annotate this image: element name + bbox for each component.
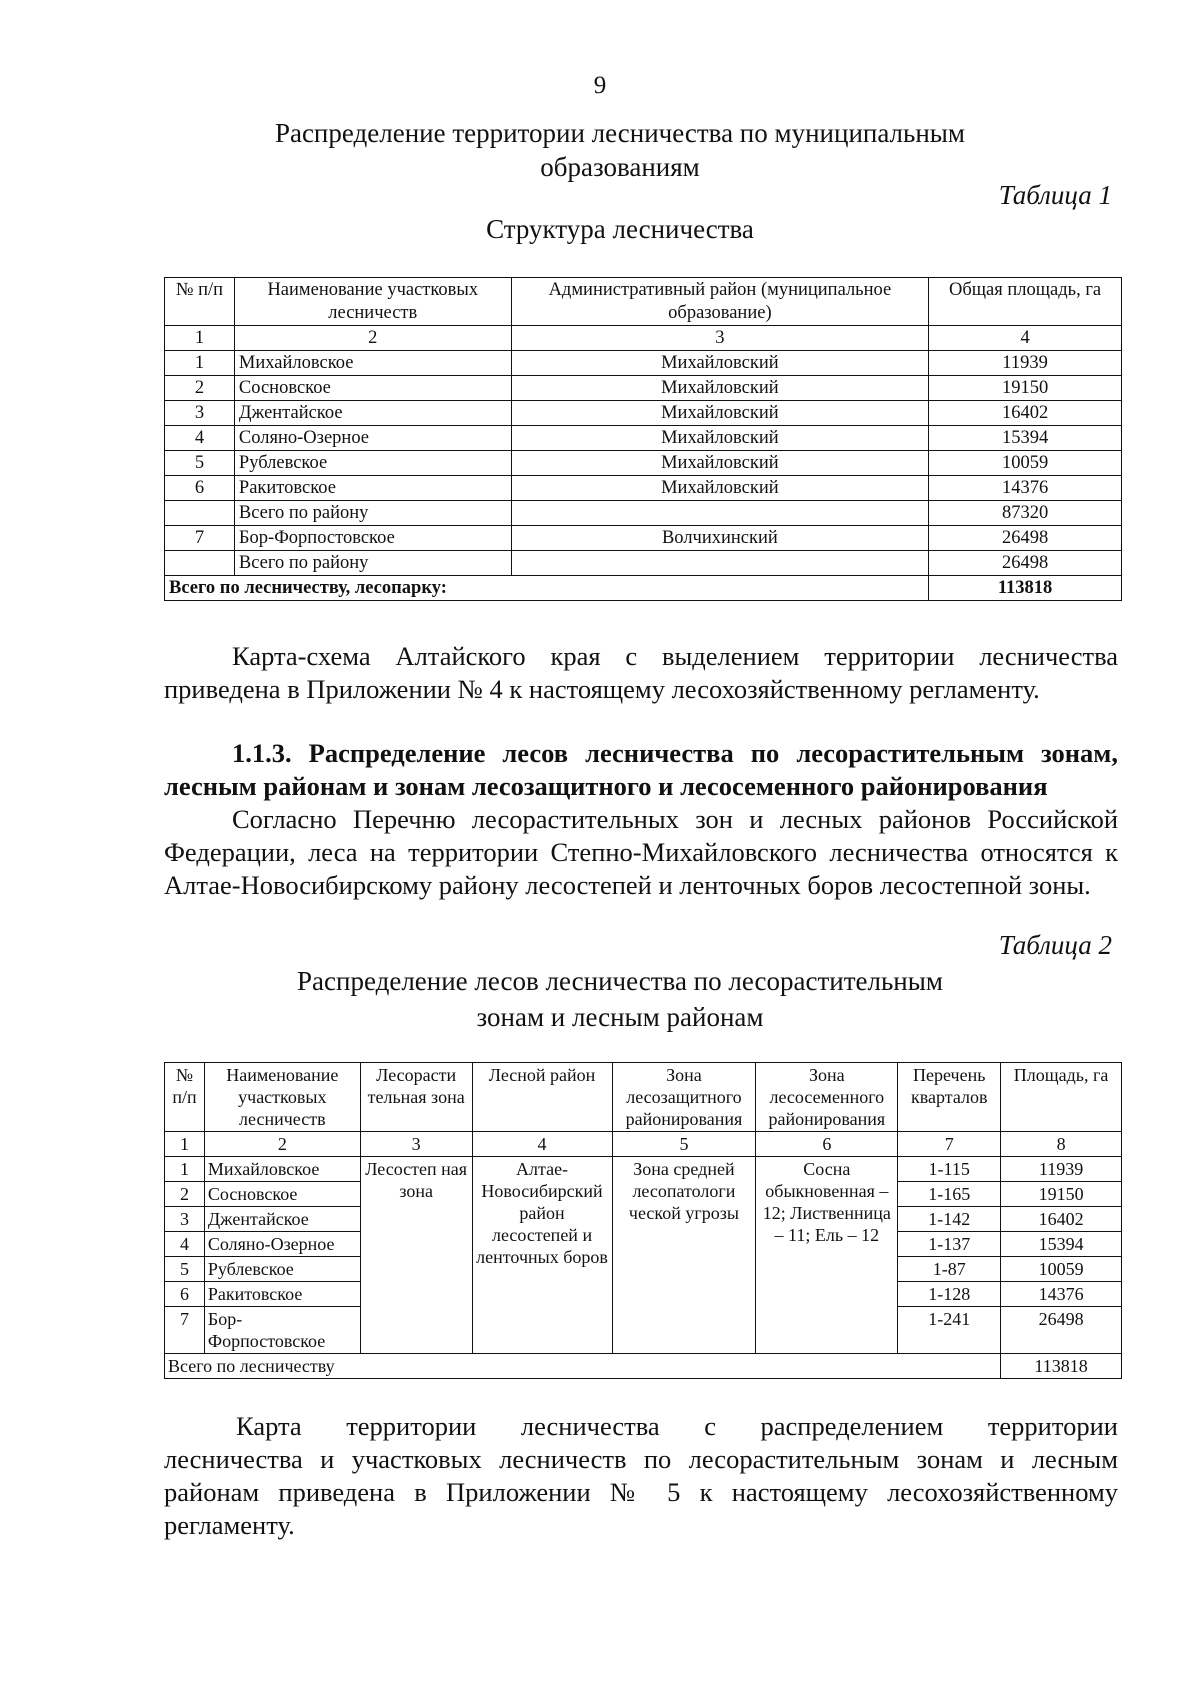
total-value: 113818 — [929, 576, 1122, 601]
word: территории — [346, 1411, 477, 1441]
table1-header-number: 1 — [165, 326, 235, 351]
row-number: 7 — [165, 526, 235, 551]
table2 — [164, 1062, 1122, 1379]
table-row-subtotal — [165, 501, 1122, 526]
row-number: 2 — [165, 1182, 205, 1207]
row-number: 1 — [165, 351, 235, 376]
word: лесничества — [520, 1411, 660, 1441]
area-value: 11939 — [1001, 1157, 1122, 1182]
table2-header-number: 7 — [898, 1132, 1001, 1157]
row-number: 2 — [165, 376, 235, 401]
area-value: 15394 — [929, 426, 1122, 451]
table2-header-number: 5 — [612, 1132, 756, 1157]
seed-zone-merged: Сосна обыкновенная – 12; Лиственница – 11; Ель – 12 — [756, 1157, 898, 1354]
forestry-name: Сосновское — [234, 376, 511, 401]
table2-header-cell: Площадь, га — [1001, 1063, 1122, 1132]
row-number: 3 — [165, 1207, 205, 1232]
area-value: 16402 — [1001, 1207, 1122, 1232]
area-value: 87320 — [929, 501, 1122, 526]
table-row — [165, 426, 1122, 451]
forestry-name: Ракитовское — [204, 1282, 360, 1307]
table2-header-number: 1 — [165, 1132, 205, 1157]
table2-header-cell: Зона лесосеменного районирования — [756, 1063, 898, 1132]
row-number: 3 — [165, 401, 235, 426]
word: Карта — [236, 1411, 302, 1441]
forestry-name: Михайловское — [204, 1157, 360, 1182]
table-row — [165, 451, 1122, 476]
forestry-name: Сосновское — [204, 1182, 360, 1207]
table2-header-number: 2 — [204, 1132, 360, 1157]
table2-caption-line: Распределение лесов лесничества по лесорастительным — [297, 966, 943, 996]
table2-header-number: 4 — [472, 1132, 612, 1157]
table-row — [165, 351, 1122, 376]
forestry-name: Рублевское — [234, 451, 511, 476]
paragraph-forest-zones: Согласно Перечню лесорастительных зон и лесных районов Российской Федерации, леса на территории Степно-Михайловского лесничества относятся к Алтае-Новосибирскому району лесостепей и ленточных боров лесостепной зоны. — [164, 804, 1118, 900]
section-title: Распределение территории лесничества по муниципальным образованиям — [274, 118, 966, 182]
table2-caption-line: зонам и лесным районам — [476, 1002, 764, 1032]
table1-header-cell: Административный район (муниципальное образование) — [511, 278, 929, 326]
area-value: 14376 — [929, 476, 1122, 501]
table1-caption: Структура лесничества — [486, 214, 754, 244]
table1-number-row — [165, 326, 1122, 351]
paragraph-first-line — [164, 1410, 1118, 1443]
district-name: Михайловский — [511, 376, 929, 401]
row-number: 5 — [165, 451, 235, 476]
quarters-list: 1-115 — [898, 1157, 1001, 1182]
table1-header-row — [165, 278, 1122, 326]
forestry-name: Соляно-Озерное — [204, 1232, 360, 1257]
row-number: 6 — [165, 1282, 205, 1307]
forest-district-merged: Алтае-Новосибирский район лесостепей и ленточных боров — [472, 1157, 612, 1354]
district-name: Михайловский — [511, 451, 929, 476]
table2-total-row — [165, 1354, 1122, 1379]
district-name — [511, 501, 929, 526]
district-name: Волчихинский — [511, 526, 929, 551]
table2-header-cell: Лесорасти тельная зона — [360, 1063, 472, 1132]
table2-header-number: 3 — [360, 1132, 472, 1157]
quarters-list: 1-137 — [898, 1232, 1001, 1257]
page-number: 9 — [593, 72, 607, 99]
table2-header-row — [165, 1063, 1122, 1132]
area-value: 26498 — [1001, 1307, 1122, 1354]
row-number — [165, 501, 235, 526]
subtotal-label: Всего по району — [234, 501, 511, 526]
area-value: 19150 — [1001, 1182, 1122, 1207]
area-value: 10059 — [1001, 1257, 1122, 1282]
row-number: 7 — [165, 1307, 205, 1354]
subtotal-label: Всего по району — [234, 551, 511, 576]
paragraph-map-distribution — [164, 1410, 1118, 1542]
table2-header-cell: Лесной район — [472, 1063, 612, 1132]
table2-caption — [200, 963, 1040, 1035]
table1-header-cell: № п/п — [165, 278, 235, 326]
district-name: Михайловский — [511, 401, 929, 426]
forestry-name: Ракитовское — [234, 476, 511, 501]
paragraph-rest: лесничества и участковых лесничеств по лесорастительным зонам и лесным районам приведена в Приложении № 5 к настоящему лесохозяйственному регламенту. — [164, 1444, 1118, 1540]
district-name: Михайловский — [511, 426, 929, 451]
row-number: 4 — [165, 1232, 205, 1257]
table2-label: Таблица 2 — [998, 930, 1112, 960]
area-value: 15394 — [1001, 1232, 1122, 1257]
section-heading-1-1-3: 1.1.3. Распределение лесов лесничества по лесорастительным зонам, лесным районам и зонам лесозащитного и лесосеменного районирования — [164, 738, 1118, 801]
table2-header-cell: Перечень кварталов — [898, 1063, 1001, 1132]
table1-header-cell: Общая площадь, га — [929, 278, 1122, 326]
table1-header-cell: Наименование участковых лесничеств — [234, 278, 511, 326]
area-value: 26498 — [929, 526, 1122, 551]
district-name — [511, 551, 929, 576]
forest-zone-merged: Лесостеп ная зона — [360, 1157, 472, 1354]
quarters-list: 1-165 — [898, 1182, 1001, 1207]
table-row-subtotal — [165, 551, 1122, 576]
table-row — [165, 376, 1122, 401]
area-value: 14376 — [1001, 1282, 1122, 1307]
table1-header-number: 4 — [929, 326, 1122, 351]
protection-zone-merged: Зона средней лесопатологи ческой угрозы — [612, 1157, 756, 1354]
table2-header-number: 6 — [756, 1132, 898, 1157]
row-number: 5 — [165, 1257, 205, 1282]
district-name: Михайловский — [511, 351, 929, 376]
table1-header-number: 2 — [234, 326, 511, 351]
row-number: 6 — [165, 476, 235, 501]
table2-header-cell: № п/п — [165, 1063, 205, 1132]
row-number: 4 — [165, 426, 235, 451]
district-name: Михайловский — [511, 476, 929, 501]
forestry-name: Соляно-Озерное — [234, 426, 511, 451]
quarters-list: 1-87 — [898, 1257, 1001, 1282]
area-value: 16402 — [929, 401, 1122, 426]
quarters-list: 1-241 — [898, 1307, 1001, 1354]
table2-header-cell: Наименование участковых лесничеств — [204, 1063, 360, 1132]
table2-header-cell: Зона лесозащитного районирования — [612, 1063, 756, 1132]
table-row — [165, 526, 1122, 551]
table2-number-row — [165, 1132, 1122, 1157]
quarters-list: 1-128 — [898, 1282, 1001, 1307]
table-row — [165, 401, 1122, 426]
table1 — [164, 277, 1122, 601]
forestry-name: Михайловское — [234, 351, 511, 376]
paragraph-map-scheme: Карта-схема Алтайского края с выделением территории лесничества приведена в Приложении № 4 к настоящему лесохозяйственному регламенту. — [164, 641, 1118, 704]
table2-header-number: 8 — [1001, 1132, 1122, 1157]
forestry-name: Бор-Форпостовское — [204, 1307, 360, 1354]
table-row — [165, 476, 1122, 501]
area-value: 26498 — [929, 551, 1122, 576]
table-row — [165, 1157, 1122, 1182]
area-value: 10059 — [929, 451, 1122, 476]
table1-total-row — [165, 576, 1122, 601]
quarters-list: 1-142 — [898, 1207, 1001, 1232]
total-label: Всего по лесничеству, лесопарку: — [165, 576, 929, 601]
table1-header-number: 3 — [511, 326, 929, 351]
row-number — [165, 551, 235, 576]
forestry-name: Рублевское — [204, 1257, 360, 1282]
word: территории — [987, 1411, 1118, 1441]
forestry-name: Бор-Форпостовское — [234, 526, 511, 551]
table1-label: Таблица 1 — [998, 180, 1112, 210]
area-value: 19150 — [929, 376, 1122, 401]
word: с — [704, 1411, 716, 1441]
total-value: 113818 — [1001, 1354, 1122, 1379]
forestry-name: Джентайское — [234, 401, 511, 426]
forestry-name: Джентайское — [204, 1207, 360, 1232]
total-label: Всего по лесничеству — [165, 1354, 1001, 1379]
area-value: 11939 — [929, 351, 1122, 376]
row-number: 1 — [165, 1157, 205, 1182]
word: распределением — [760, 1411, 944, 1441]
